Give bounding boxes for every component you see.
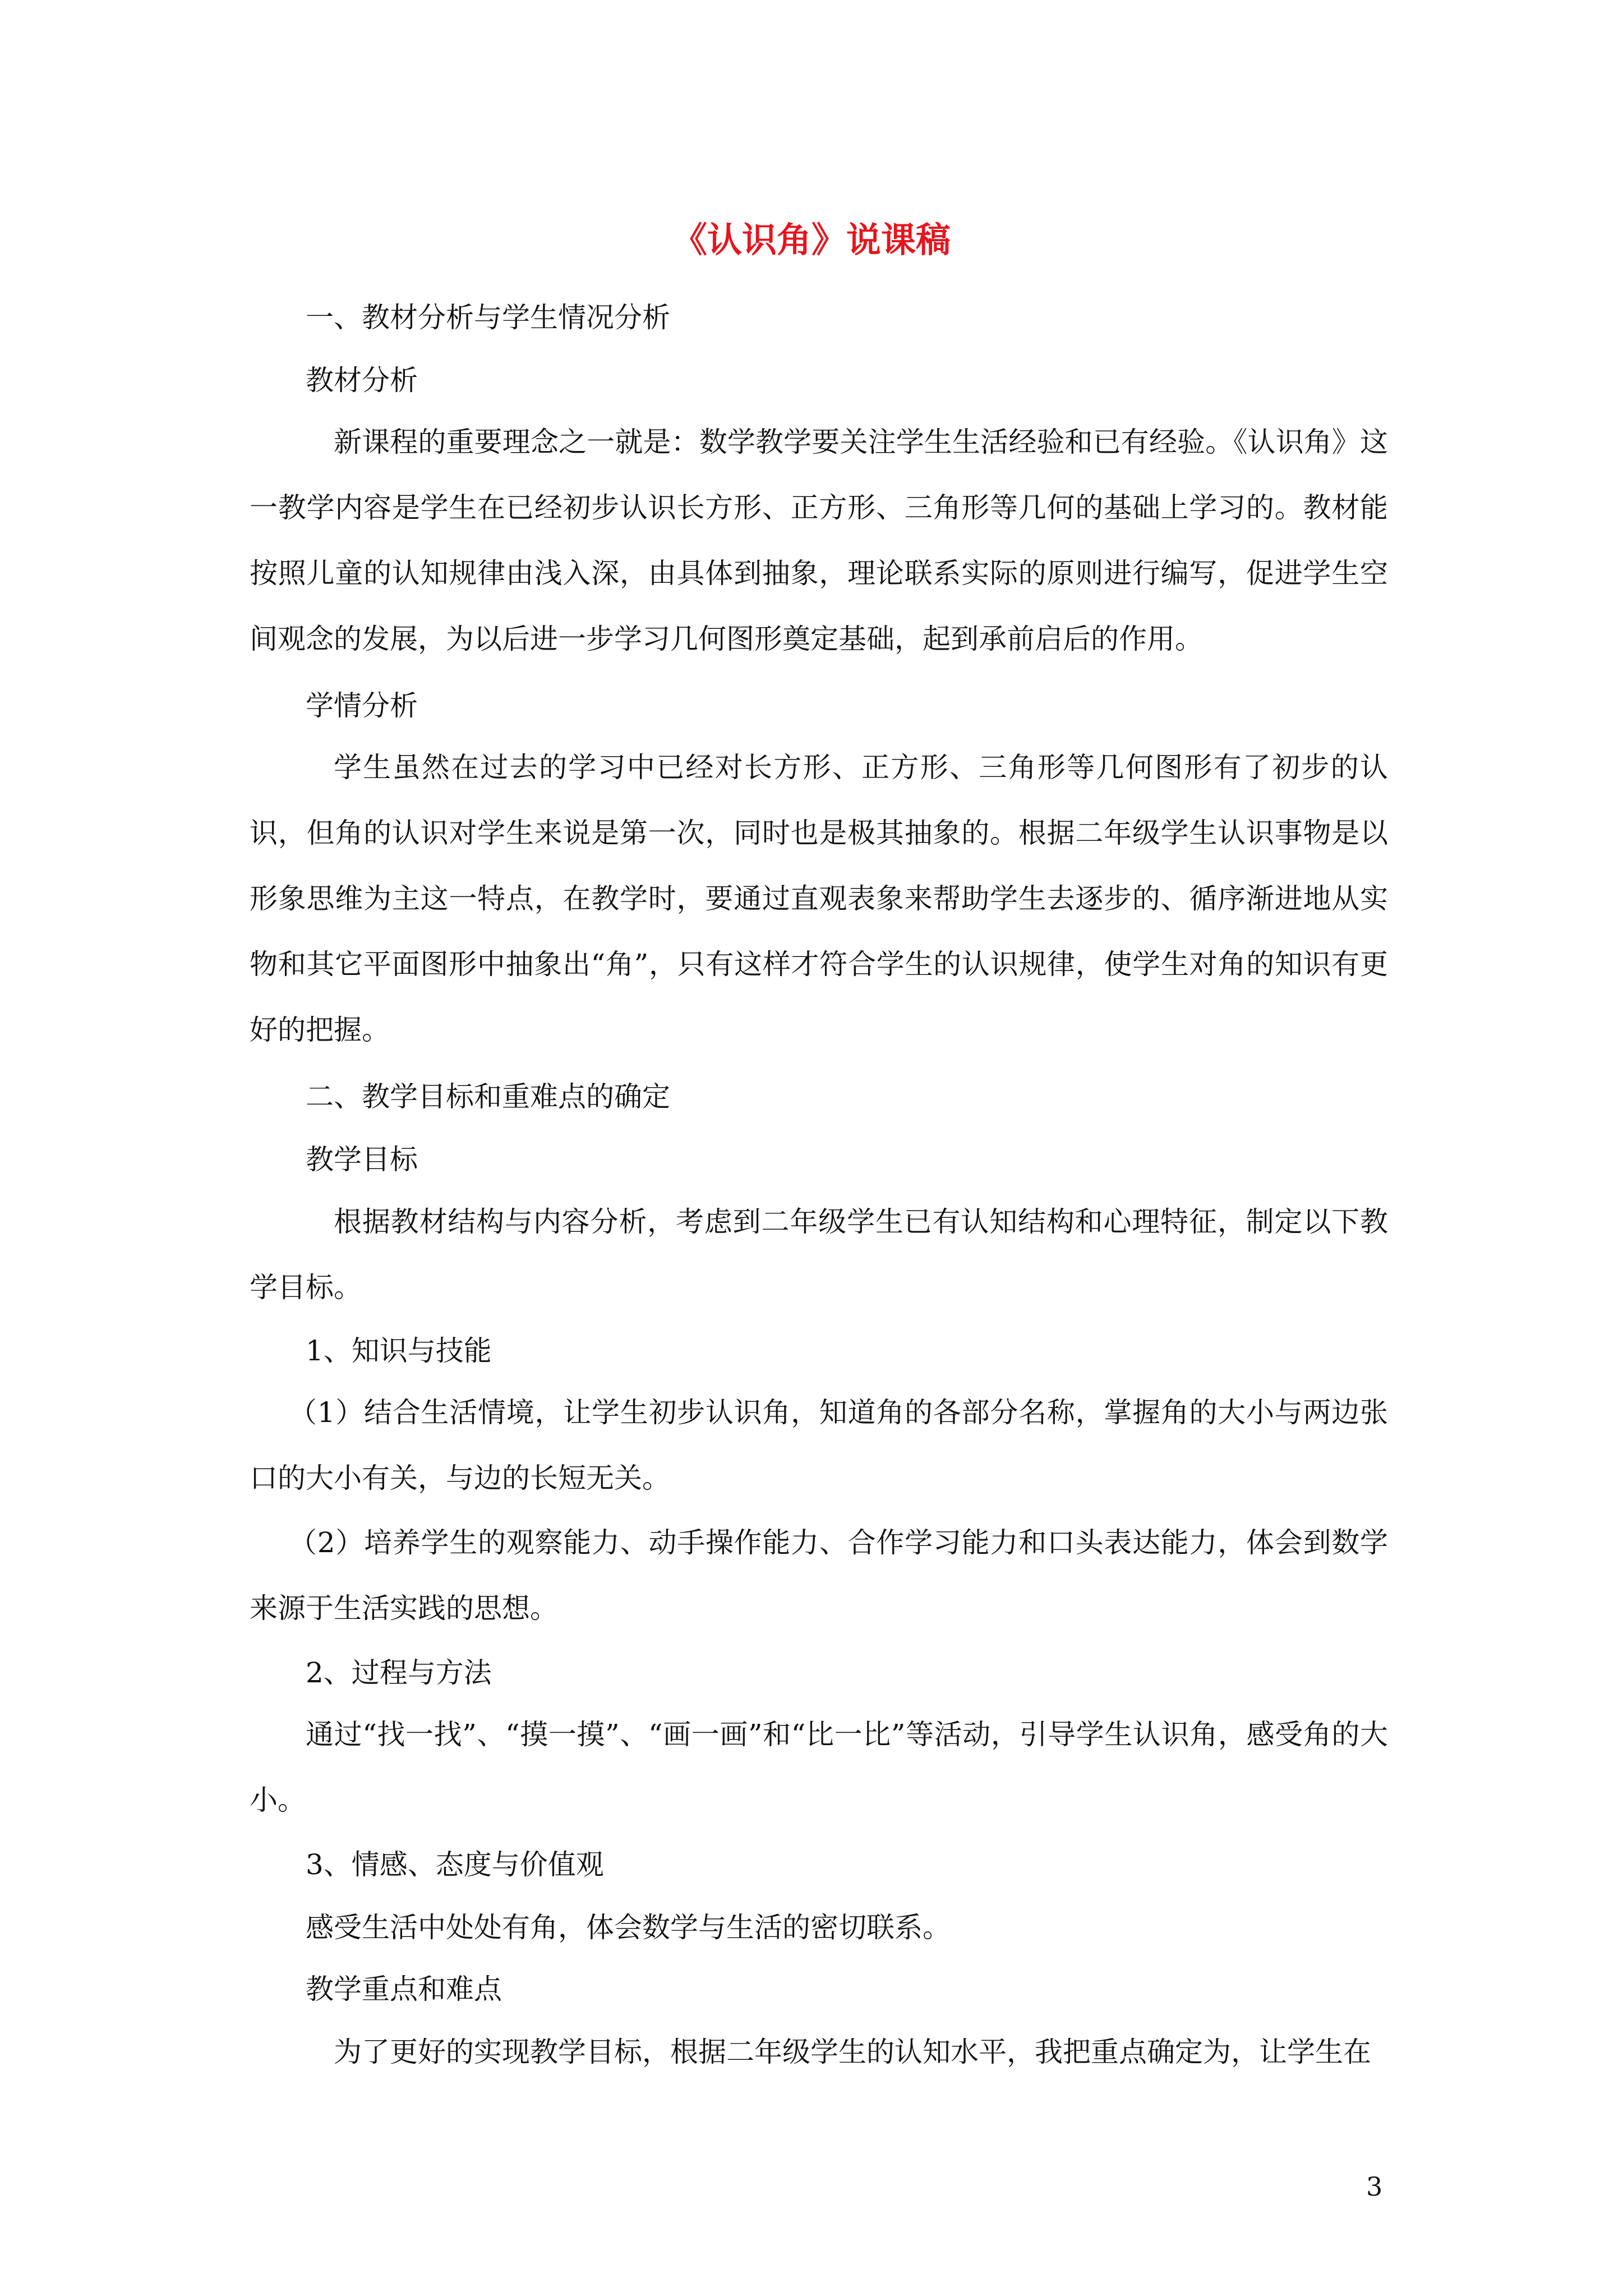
paragraph-process-method: 通过“找一找”、“摸一摸”、“画一画”和“比一比”等活动，引导学生认识角，感受角的大小。 xyxy=(250,1718,1388,1816)
page-number: 3 xyxy=(1366,2171,1383,2202)
goal-item-1: （1）结合生活情境，让学生初步认识角，知道角的各部分名称，掌握角的大小与两边张口的大小有关，与边的长短无关。 xyxy=(250,1396,1388,1494)
goal-item-2: （2）培养学生的观察能力、动手操作能力、合作学习能力和口头表达能力，体会到数学来源于生活实践的思想。 xyxy=(250,1526,1388,1625)
paragraph-teaching-goals: 根据教材结构与内容分析，考虑到二年级学生已有认知结构和心理特征，制定以下教学目标。 xyxy=(250,1205,1388,1304)
subheading-textbook-analysis: 教材分析 xyxy=(306,364,418,397)
paragraph-student-analysis: 学生虽然在过去的学习中已经对长方形、正方形、三角形等几何图形有了初步的认识，但角的认识对学生来说是第一次，同时也是极其抽象的。根据二年级学生认识事物是以形象思维为主这一特点，在教学时，要通过直观表象来帮助学生去逐步的、循序渐进地从实物和其它平面图形中抽象出“角”，只有这样才符合学生的认识规律，使学生对角的知识有更好的把握。 xyxy=(250,751,1388,1046)
section-heading-2: 二、教学目标和重难点的确定 xyxy=(306,1080,670,1113)
subheading-student-analysis: 学情分析 xyxy=(306,689,418,722)
subheading-teaching-goals: 教学目标 xyxy=(306,1143,418,1176)
goal-heading-3: 3、情感、态度与价值观 xyxy=(306,1848,604,1881)
goal-heading-2: 2、过程与方法 xyxy=(306,1657,492,1689)
section-heading-1: 一、教材分析与学生情况分析 xyxy=(306,301,670,334)
paragraph-emotion: 感受生活中处处有角，体会数学与生活的密切联系。 xyxy=(306,1911,951,1944)
paragraph-textbook-analysis: 新课程的重要理念之一就是：数学教学要关注学生生活经验和已有经验。《认识角》这一教学内容是学生在已经初步认识长方形、正方形、三角形等几何的基础上学习的。教材能按照儿童的认知规律由浅入深，由具体到抽象，理论联系实际的原则进行编写，促进学生空间观念的发展，为以后进一步学习几何图形奠定基础，起到承前启后的作用。 xyxy=(250,426,1388,655)
subheading-key-difficult-points: 教学重点和难点 xyxy=(306,1973,502,2005)
goal-heading-1: 1、知识与技能 xyxy=(306,1335,492,1367)
document-title: 《认识角》说课稿 xyxy=(672,219,951,260)
paragraph-key-points: 为了更好的实现教学目标，根据二年级学生的认知水平，我把重点确定为，让学生在 xyxy=(334,2036,1371,2068)
